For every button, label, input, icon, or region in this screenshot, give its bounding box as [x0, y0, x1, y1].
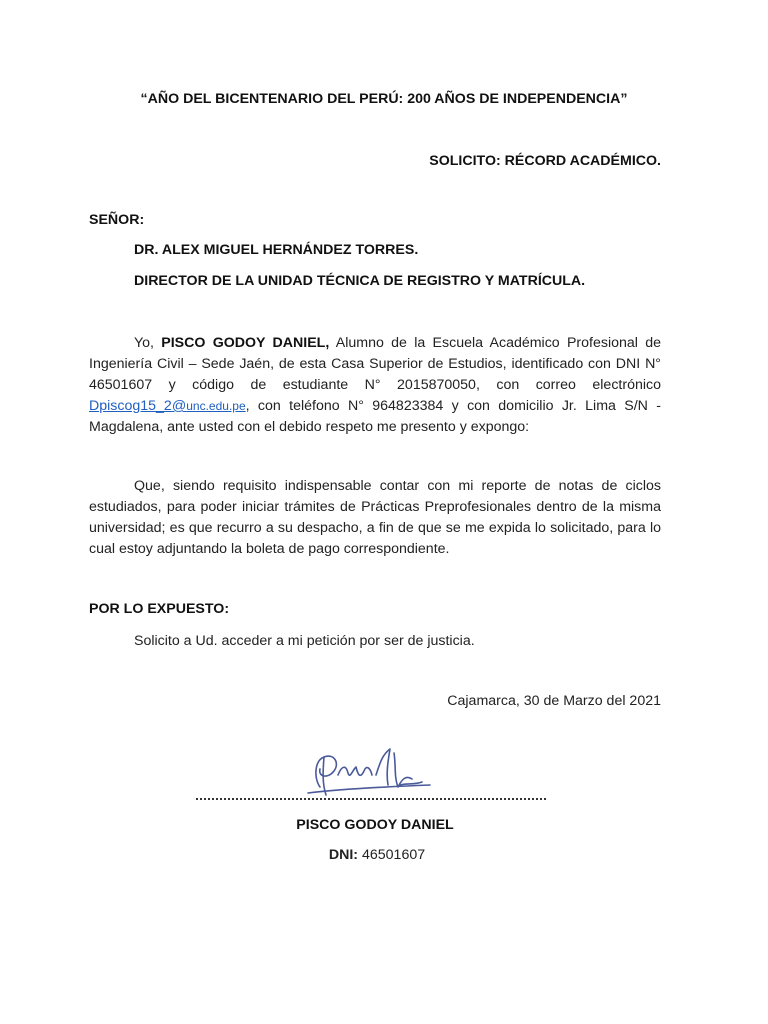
- intro-text-after-email: , con teléfono N° 964823384 y con domicilio Jr. Lima S/N - Magdalena, ante usted con el debido respeto me presento y expongo:: [89, 398, 661, 435]
- addressee-name: DR. ALEX MIGUEL HERNÁNDEZ TORRES.: [134, 242, 419, 258]
- request-paragraph: Que, siendo requisito indispensable contar con mi reporte de notas de ciclos estudiados, para poder iniciar trámites de Prácticas Preprofesionales dentro de la misma universidad; es que recurro a su despacho, a fin de que se me expida lo solicitado, para lo cual estoy adjuntando la boleta de pago correspondiente.: [89, 478, 661, 557]
- email-domain: unc.edu.pe: [186, 399, 246, 413]
- intro-paragraph: [89, 333, 661, 438]
- signer-dni: [0, 847, 768, 863]
- handwritten-signature: [290, 735, 440, 805]
- salutation: SEÑOR:: [89, 212, 145, 228]
- subject-line: SOLICITO: RÉCORD ACADÉMICO.: [429, 153, 661, 169]
- intro-prefix: Yo,: [134, 335, 162, 351]
- dni-value: 46501607: [358, 847, 426, 863]
- intro-text-before-email: Alumno de la Escuela Académico Profesional de Ingeniería Civil – Sede Jaén, de esta Casa Superior de Estudios, identificado con DNI N° 46501607 y código de estudiante N° 2015870050, con correo electrónico: [89, 335, 662, 393]
- year-title: “AÑO DEL BICENTENARIO DEL PERÚ: 200 AÑOS DE INDEPENDENCIA”: [140, 91, 628, 107]
- place-date: Cajamarca, 30 de Marzo del 2021: [447, 693, 661, 709]
- student-name: PISCO GODOY DANIEL,: [161, 335, 330, 351]
- signer-name: PISCO GODOY DANIEL: [296, 817, 454, 833]
- addressee-position: DIRECTOR DE LA UNIDAD TÉCNICA DE REGISTRO Y MATRÍCULA.: [134, 273, 586, 289]
- dni-label: DNI:: [328, 847, 359, 863]
- email-user: Dpiscog15_2@: [89, 398, 187, 414]
- signature-line: [196, 798, 546, 800]
- closing-heading: POR LO EXPUESTO:: [89, 601, 230, 617]
- closing-text: Solicito a Ud. acceder a mi petición por ser de justicia.: [134, 633, 475, 649]
- email-link[interactable]: [89, 398, 246, 414]
